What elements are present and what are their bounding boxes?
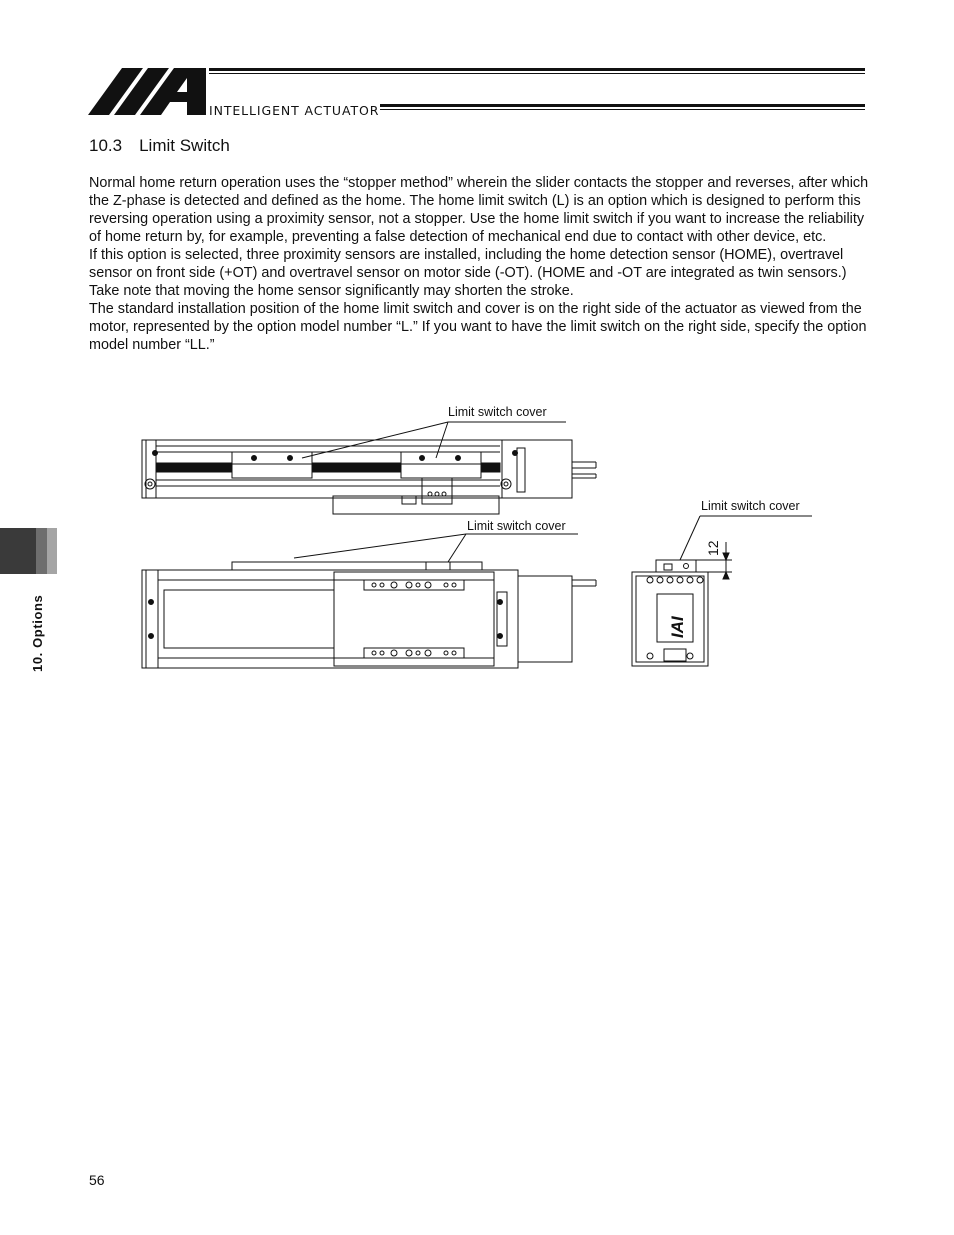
motor-logo-text: IAI <box>668 616 687 638</box>
top-view <box>142 534 596 668</box>
iai-logo <box>86 64 876 124</box>
actuator-drawing <box>0 390 954 690</box>
header-rule-top-thick <box>209 68 865 71</box>
top-screws <box>372 582 456 656</box>
label-limit-switch-cover-side: Limit switch cover <box>448 405 547 419</box>
end-view <box>632 516 812 666</box>
dimension-label: 12 <box>705 540 721 556</box>
page-number: 56 <box>89 1172 105 1188</box>
header-rule-top-thin <box>209 73 865 74</box>
chapter-label: 10. Options <box>30 594 45 672</box>
paragraph-1: Normal home return operation uses the “stopper method” wherein the slider contacts the stopper and reverses, after which the Z-phase is detected and defined as the home. The home limit switch (L) is an option which is designed to perform this reversing operation using a proximity sensor, not a stopper. Use the home limit switch if you want to increase the reliability of home return by, for example, preventing a false detection of mechanical end due to contact with other device, etc. <box>89 175 869 245</box>
header-rule-bottom-thick <box>380 104 865 107</box>
brand-name: INTELLIGENT ACTUATOR <box>209 103 380 118</box>
body-text <box>89 174 875 354</box>
label-limit-switch-cover-end: Limit switch cover <box>701 499 800 513</box>
paragraph-3: The standard installation position of the home limit switch and cover is on the right side of the actuator as viewed from the motor, represented by the option model number “L.” If you want to have the limit switch on the right side, specify the option model number “LL.” <box>89 301 867 353</box>
label-limit-switch-cover-top: Limit switch cover <box>467 519 566 533</box>
paragraph-2: If this option is selected, three proximity sensors are installed, including the home detection sensor (HOME), overtravel sensor on front side (+OT) and overtravel sensor on motor side (-OT). (HOME and -OT are integrated as twin sensors.) Take note that moving the home sensor significantly may shorten the stroke. <box>89 247 847 299</box>
side-view <box>142 422 596 514</box>
section-title: 10.3 Limit Switch <box>89 136 230 155</box>
header-rule-bottom-thin <box>380 109 865 110</box>
